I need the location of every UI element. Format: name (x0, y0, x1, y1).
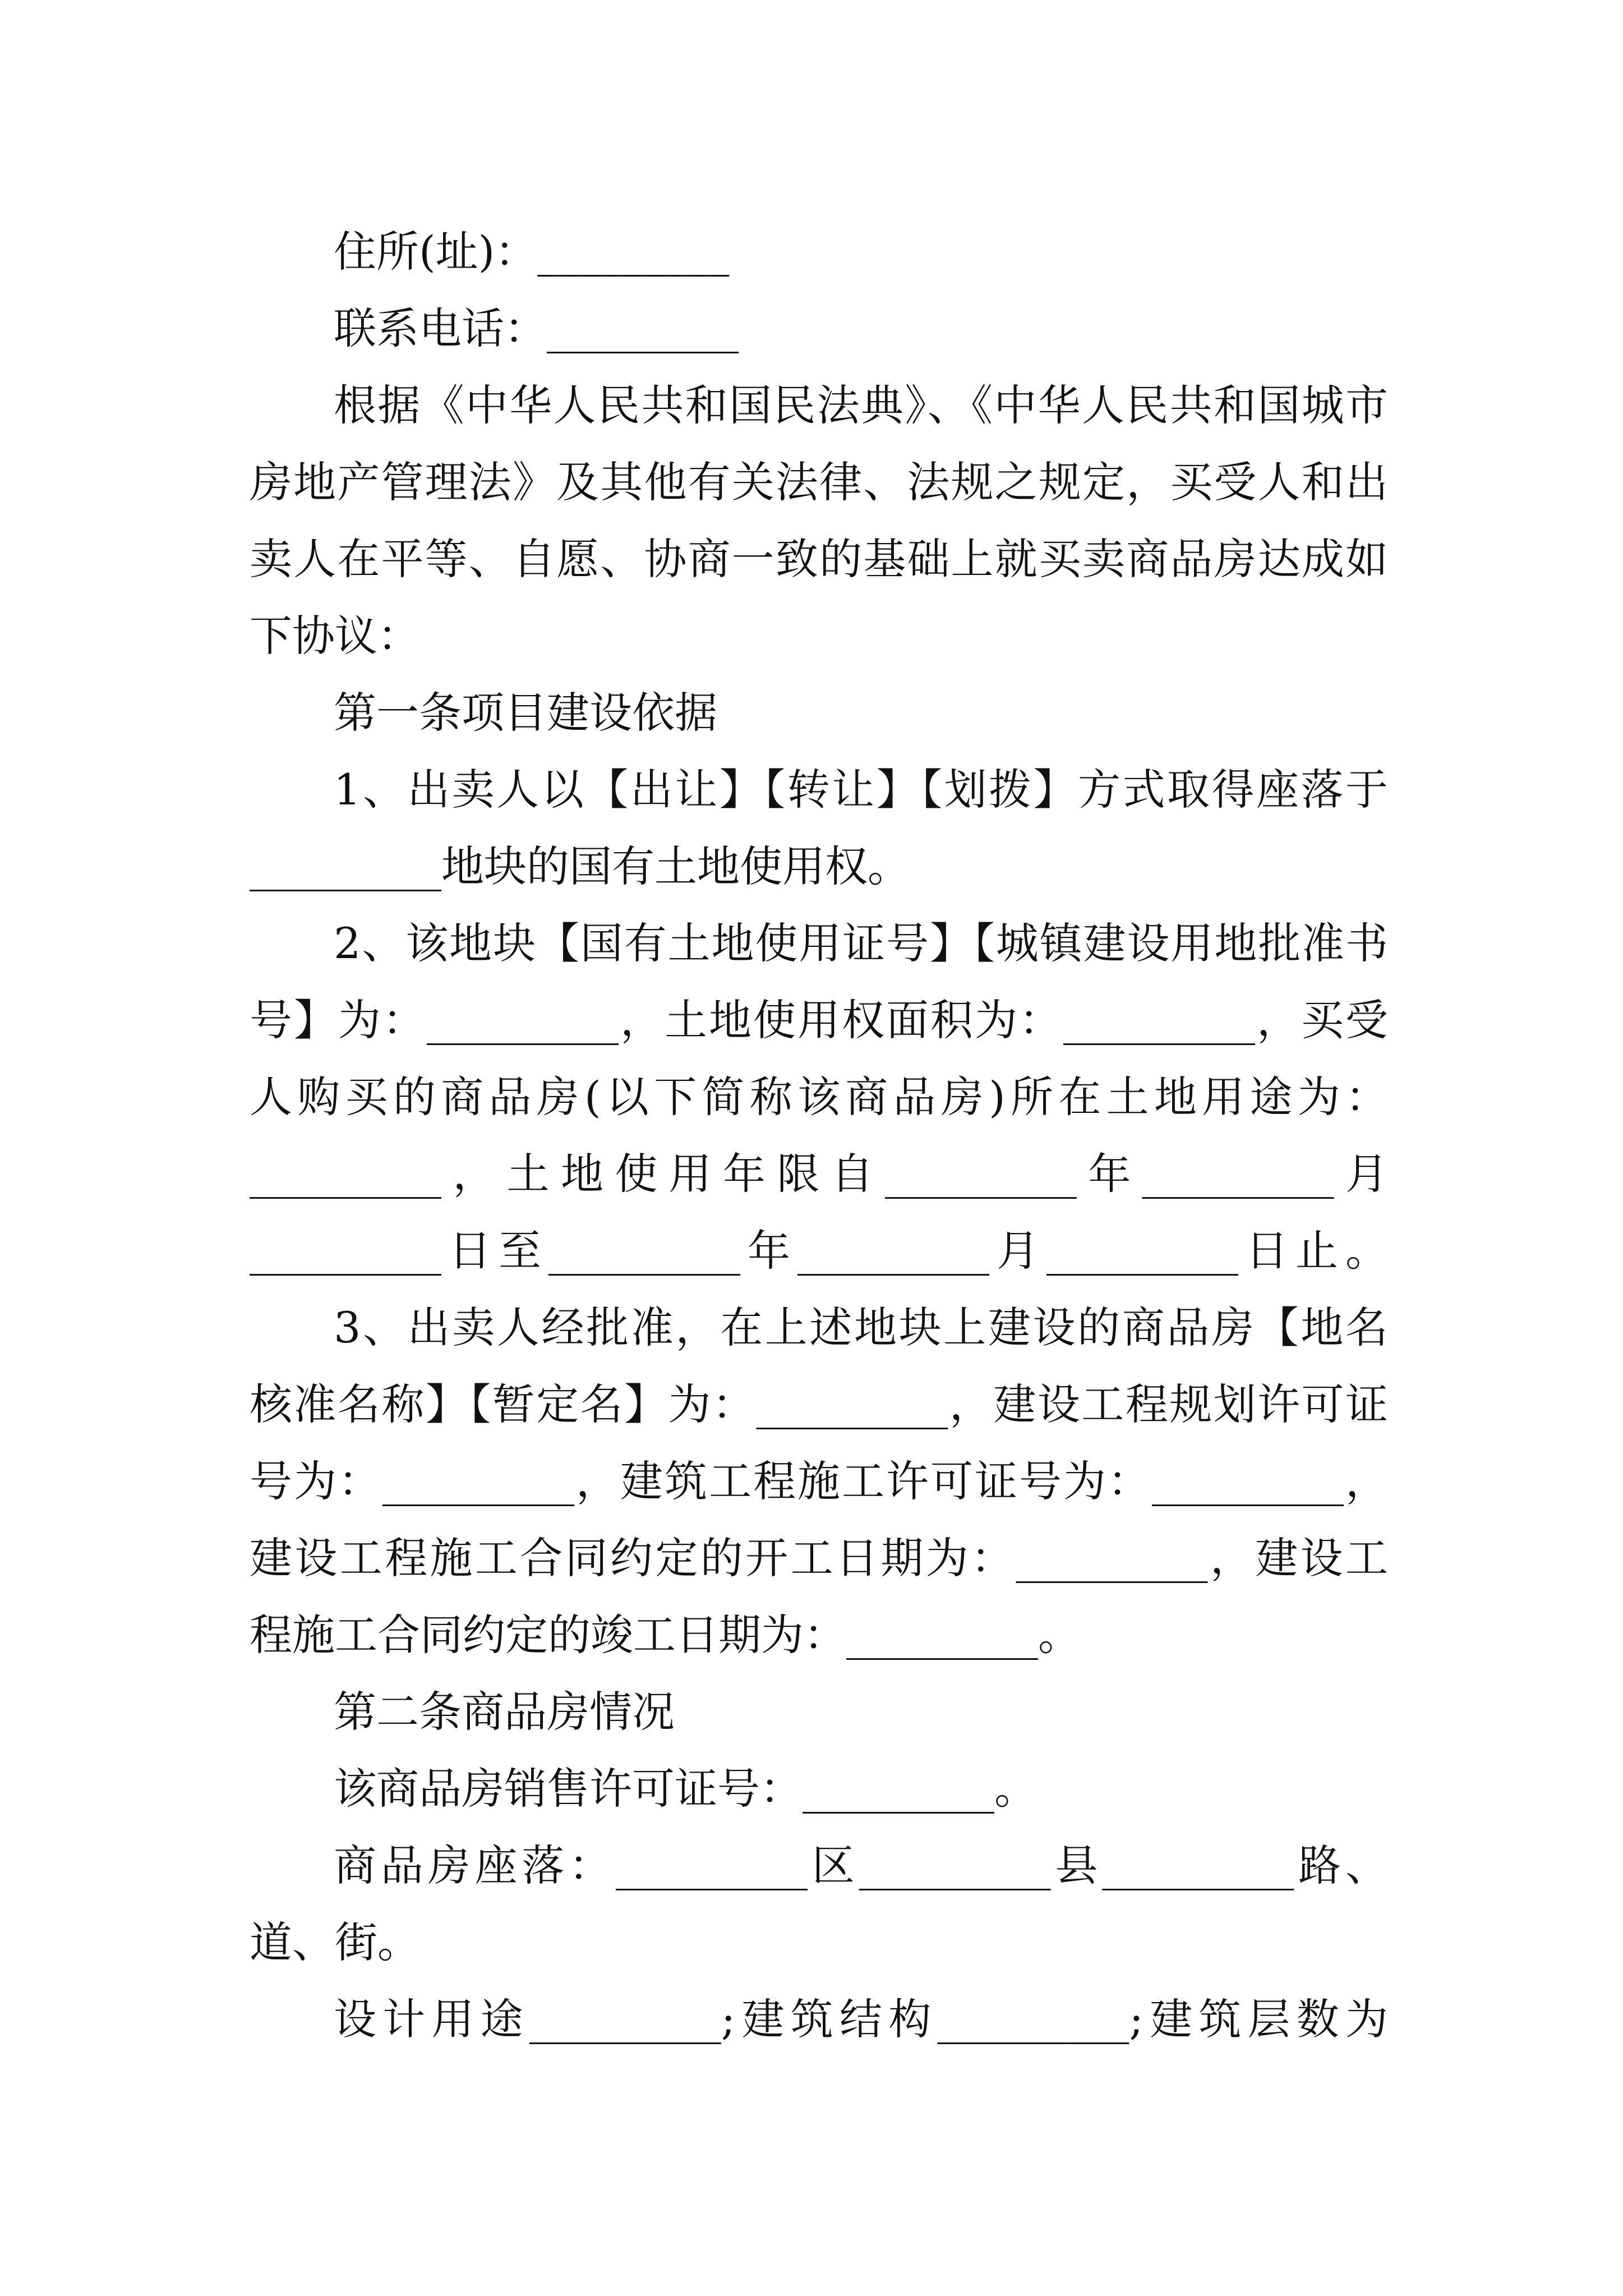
article-1-clause-3-line-1: 3、出卖人经批准，在上述地块上建设的商品房【地名 (334, 1303, 1388, 1352)
preamble-line-3: 卖人在平等、自愿、协商一致的基础上就买卖商品房达成如 (250, 534, 1388, 584)
preamble-line-1: 根据《中华人民共和国民法典》、《中华人民共和国城市 (334, 380, 1388, 430)
address-line: 住所(址)：_________ (334, 227, 730, 277)
article-1-clause-1-line-1: 1、出卖人以【出让】【转让】【划拨】方式取得座落于 (334, 765, 1388, 815)
article-1-clause-1-line-2: _________地块的国有土地使用权。 (250, 841, 910, 891)
phone-line: 联系电话：_________ (334, 303, 739, 353)
location-line-1: 商品房座落：_________区_________县_________路、 (334, 1841, 1388, 1890)
preamble-line-2: 房地产管理法》及其他有关法律、法规之规定，买受人和出 (250, 457, 1388, 507)
article-1-clause-2-line-2: 号】为：_________，土地使用权面积为：_________，买受 (250, 995, 1388, 1045)
article-1-clause-2-line-5: _________日至_________年_________月_________日止。 (250, 1226, 1388, 1276)
article-1-clause-3-line-4: 建设工程施工合同约定的开工日期为：_________，建设工 (250, 1533, 1388, 1583)
article-1-clause-2-line-4: _________，土地使用年限自_________年_________月 (250, 1149, 1388, 1199)
article-2-heading: 第二条商品房情况 (334, 1687, 675, 1737)
article-1-clause-3-line-5: 程施工合同约定的竣工日期为：_________。 (250, 1610, 1081, 1660)
preamble-line-4: 下协议： (250, 611, 420, 661)
document-body (250, 213, 1388, 2058)
location-line-2: 道、街。 (250, 1917, 420, 1967)
article-1-clause-3-line-3: 号为：_________，建筑工程施工许可证号为：_________， (250, 1456, 1388, 1506)
article-1-clause-2-line-1: 2、该地块【国有土地使用证号】【城镇建设用地批准书 (334, 918, 1388, 968)
article-1-clause-3-line-2: 核准名称】【暂定名】为：_________，建设工程规划许可证 (250, 1379, 1388, 1429)
article-1-heading: 第一条项目建设依据 (334, 688, 717, 738)
article-1-clause-2-line-3: 人购买的商品房(以下简称该商品房)所在土地用途为： (250, 1072, 1388, 1122)
design-use-line: 设计用途_________;建筑结构_________;建筑层数为 (334, 1994, 1388, 2044)
sales-permit-line: 该商品房销售许可证号：_________。 (334, 1764, 1037, 1814)
